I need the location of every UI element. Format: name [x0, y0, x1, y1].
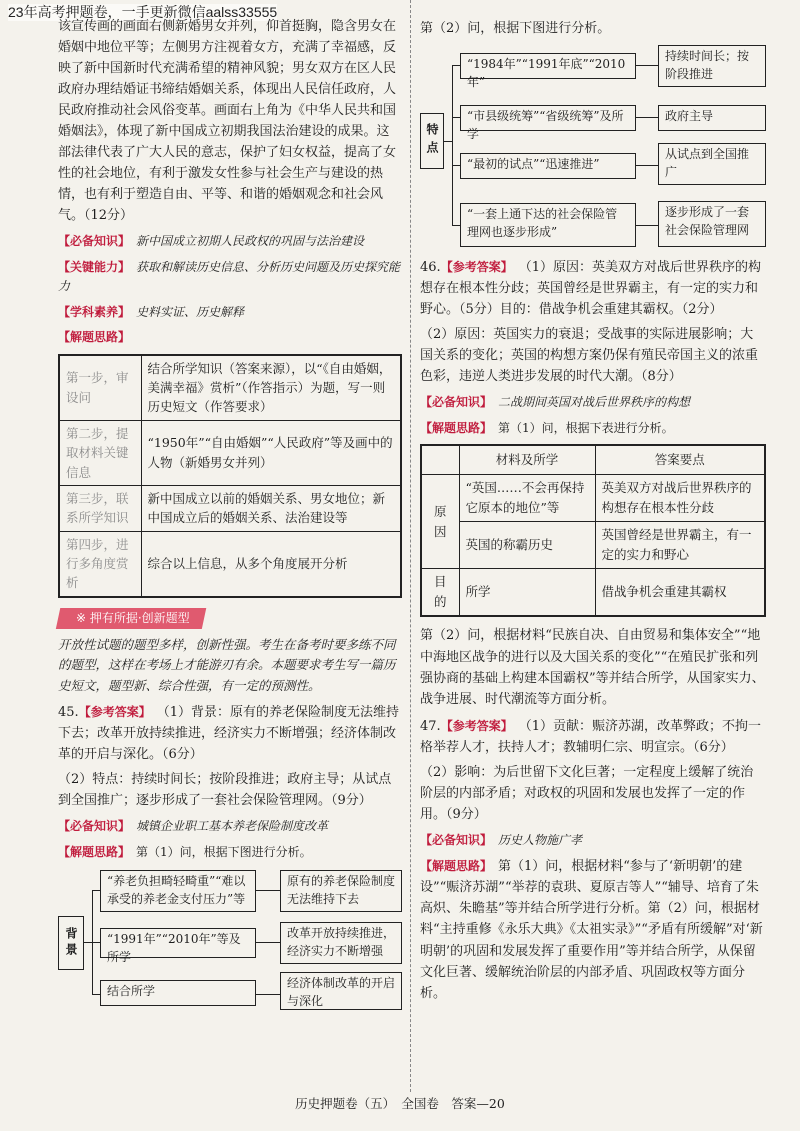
diagram-spine: 背景 — [58, 916, 84, 970]
tag-label: 【必备知识】 — [58, 234, 131, 249]
source-box: “一套上通下达的社会保险管理网也逐步形成” — [460, 203, 636, 247]
table-cell: 英美双方对战后世界秩序的构想存在根本性分歧 — [595, 475, 765, 522]
ability-line — [58, 258, 402, 297]
tag-label: 【解题思路】 — [58, 330, 131, 345]
q2-instruction: 第（2）问，根据下图进行分析。 — [420, 21, 611, 36]
arrow-line — [636, 165, 658, 166]
source-box: “1991年”“2010年”等及所学 — [100, 928, 256, 958]
source-box: “1984年”“1991年底”“2010年” — [460, 53, 636, 79]
connector-line — [452, 65, 453, 225]
arrow-line — [636, 65, 658, 66]
connector-line — [92, 942, 100, 943]
tag-text: 第（1）问，根据下图进行分析。 — [136, 844, 312, 859]
step-label: 第二步，提取材料关键信息 — [59, 420, 141, 485]
source-box: “市县级统筹”“省级统筹”及所学 — [460, 105, 636, 131]
tag-text: 第（1）问，根据材料“参与了‘新明朝’的建设”“赈济苏湖”“举荐的袁珙、夏原吉等人”“辅导、培育了朱高炽、朱瞻基”等并结合所学进行分析。第（2）问，根据材料“主持重修《永乐大典》《太祖实录》”“矛盾有所缓解”对‘新明朝’的巩固和发展发挥了重要作用”等并结合所学，从保留文化巨著、缓解统治阶层的内部矛盾、巩固政权等方面分析。 — [420, 859, 763, 1001]
tag-label: 【关键能力】 — [58, 259, 131, 274]
question-number: 45. — [58, 704, 79, 720]
q45-answer — [58, 702, 402, 765]
connector-line — [452, 65, 460, 66]
tag-label: 【参考答案】 — [440, 718, 513, 733]
tag-label: 【必备知识】 — [420, 395, 493, 410]
step-text: 综合以上信息，从多个角度展开分析 — [141, 531, 401, 597]
q47-approach — [420, 856, 766, 1003]
tag-label: 【参考答案】 — [78, 704, 151, 719]
table-cell: 目的 — [421, 569, 459, 617]
section-banner — [56, 608, 206, 629]
q45-answer-2: （2）特点：持续时间长；按阶段推进；政府主导；从试点到全国推广；逐步形成了一套社会保险管理网。（9分） — [58, 772, 392, 809]
tag-label: 【解题思路】 — [420, 859, 493, 874]
diagram-spine: 特点 — [420, 113, 444, 169]
connector-line — [452, 165, 460, 166]
q45-approach — [58, 843, 402, 862]
right-column — [420, 18, 766, 1008]
result-box: 原有的养老保险制度无法维持下去 — [280, 870, 402, 912]
table-cell: 借战争机会重建其霸权 — [595, 569, 765, 617]
q46-knowledge — [420, 393, 766, 412]
tag-label: 【参考答案】 — [440, 260, 513, 275]
q47-knowledge — [420, 831, 766, 850]
tag-text: 第（1）问，根据下表进行分析。 — [498, 420, 674, 435]
table-header-row — [421, 445, 765, 475]
steps-table — [58, 354, 402, 598]
intro-paragraph: 开放性试题的题型多样，创新性强。考生在备考时要多练不同的题型，这样在考场上才能游刃有余。本题要求考生写一篇历史短文，题型新、综合性强，有一定的预测性。 — [58, 637, 396, 693]
tag-text: 获取和解读历史信息、分析历史问题及历史探究能力 — [58, 259, 401, 294]
result-box: 改革开放持续推进，经济实力不断增强 — [280, 922, 402, 964]
result-box: 持续时间长；按阶段推进 — [658, 45, 766, 87]
q46-answer — [420, 257, 766, 320]
step-label: 第一步，审设问 — [59, 355, 141, 421]
table-row — [59, 485, 401, 531]
step-label: 第三步，联系所学知识 — [59, 485, 141, 531]
result-box: 政府主导 — [658, 105, 766, 131]
step-label: 第四步，进行多角度赏析 — [59, 531, 141, 597]
result-box: 从试点到全国推广 — [658, 143, 766, 185]
watermark-text: 23年高考押题卷，一手更新微信aalss33555 — [8, 4, 278, 20]
source-box: 结合所学 — [100, 980, 256, 1006]
q47-answer — [420, 716, 766, 758]
knowledge-line — [58, 232, 402, 251]
features-diagram — [420, 43, 766, 243]
table-cell: 原因 — [421, 475, 459, 569]
tag-label: 【必备知识】 — [420, 832, 493, 847]
connector-line — [452, 225, 460, 226]
answer-paragraph: 该宣传画的画面右侧新婚男女并列，仰首挺胸，隐含男女在婚姻中地位平等；左侧男方注视着女方，充满了幸福感，反映了新中国新时代充满希望的精神风貌；男女双方在区人民政府办理结婚证书缔结婚姻关系，体现出人民信任政府，人民政府推动社会风俗变革。画面右上角为《中华人民共和国婚姻法》，体现了新中国成立初期我国法治建设的成果。这部法律代表了广大人民的意志，保护了妇女权益，提高了女性的社会地位，有利于激发女性参与社会生产与建设的热情，也有利于塑造自由、平等、和谐的婚姻观念和社会风气。（12分） — [58, 19, 397, 224]
table-cell: 英国的称霸历史 — [459, 522, 595, 569]
step-text: 结合所学知识（答案来源），以“《自由婚姻，美满幸福》赏析”（作答指示）为题，写一则历史短文（作答要求） — [141, 355, 401, 421]
table-header — [421, 445, 459, 475]
analysis-table — [420, 444, 766, 617]
source-box: “最初的试点”“迅速推进” — [460, 153, 636, 179]
table-row — [421, 522, 765, 569]
q46-analysis-2: 第（2）问，根据材料“民族自决、自由贸易和集体安全”“地中海地区战争的进行以及大国关系的变化”“在殖民扩张和列强协商的基础上构建本国霸权”等并结合所学，从国家实力、战争进展、时代潮流等方面分析。 — [420, 628, 765, 707]
source-box: “养老负担畸轻畸重”“难以承受的养老金支付压力”等 — [100, 870, 256, 912]
table-row — [421, 475, 765, 522]
arrow-line — [256, 942, 280, 943]
table-cell: 所学 — [459, 569, 595, 617]
tag-text: 历史人物施广孝 — [498, 832, 583, 847]
answer-text: （1）背景：原有的养老保险制度无法维持下去；改革开放持续推进，经济实力不断增强；经济体制改革的开启与深化。（6分） — [58, 704, 399, 763]
table-row — [59, 531, 401, 597]
tag-label: 【学科素养】 — [58, 304, 131, 319]
tag-label: 【解题思路】 — [58, 844, 131, 859]
table-row — [421, 569, 765, 617]
step-text: 新中国成立以前的婚姻关系、男女地位；新中国成立后的婚姻关系、法治建设等 — [141, 485, 401, 531]
column-divider — [410, 0, 411, 1092]
approach-line — [58, 328, 402, 347]
connector-line — [92, 890, 100, 891]
table-cell: “英国……不会再保持它原本的地位”等 — [459, 475, 595, 522]
question-number: 47. — [420, 718, 441, 734]
q47-answer-2: （2）影响：为后世留下文化巨著；一定程度上缓解了统治阶层的内部矛盾；对政权的巩固和发展也发挥了一定的作用。（9分） — [420, 764, 754, 822]
table-cell: 英国曾经是世界霸主，有一定的实力和野心 — [595, 522, 765, 569]
background-diagram — [58, 868, 402, 1010]
table-row — [59, 420, 401, 485]
step-text: “1950年”“自由婚姻”“人民政府”等及画中的人物（新婚男女并列） — [141, 420, 401, 485]
connector-line — [84, 942, 92, 943]
arrow-line — [636, 225, 658, 226]
arrow-line — [256, 994, 280, 995]
tag-text: 二战期间英国对战后世界秩序的构想 — [498, 395, 691, 410]
table-header: 材料及所学 — [459, 445, 595, 475]
result-box: 逐步形成了一套社会保险管理网 — [658, 201, 766, 247]
tag-text: 新中国成立初期人民政权的巩固与法治建设 — [136, 234, 365, 249]
answer-text: （1）原因：英美双方对战后世界秩序的构想存在根本性分歧；英国曾经是世界霸主，有一定的实力和野心。（5分）目的：借战争机会重建其霸权。（2分） — [420, 260, 761, 318]
tag-label: 【必备知识】 — [58, 819, 131, 834]
arrow-line — [256, 890, 280, 891]
answer-text: （1）贡献：赈济苏湖，改革弊政；不拘一格举荐人才，扶持人才；教辅明仁宗、明宣宗。（6分） — [420, 718, 761, 755]
table-header: 答案要点 — [595, 445, 765, 475]
table-row — [59, 355, 401, 421]
tag-text: 史料实证、历史解释 — [136, 304, 245, 319]
q45-knowledge — [58, 817, 402, 836]
connector-line — [452, 117, 460, 118]
tag-label: 【解题思路】 — [420, 420, 493, 435]
arrow-line — [636, 117, 658, 118]
result-box: 经济体制改革的开启与深化 — [280, 972, 402, 1010]
q46-answer-2: （2）原因：英国实力的衰退；受战事的实际进展影响；大国关系的变化；英国的构想方案仍保有殖民帝国主义的浓重色彩，违逆人类进步发展的时代大潮。（8分） — [420, 327, 759, 385]
left-column — [58, 16, 402, 1010]
tag-text: 城镇企业职工基本养老保险制度改革 — [136, 819, 329, 834]
banner-label: ※ 押有所据·创新题型 — [76, 610, 190, 625]
question-number: 46. — [420, 260, 441, 276]
q46-approach — [420, 419, 766, 438]
connector-line — [444, 141, 452, 142]
connector-line — [92, 994, 100, 995]
page-footer: 历史押题卷（五） 全国卷 答案—20 — [295, 1096, 505, 1111]
literacy-line — [58, 303, 402, 322]
